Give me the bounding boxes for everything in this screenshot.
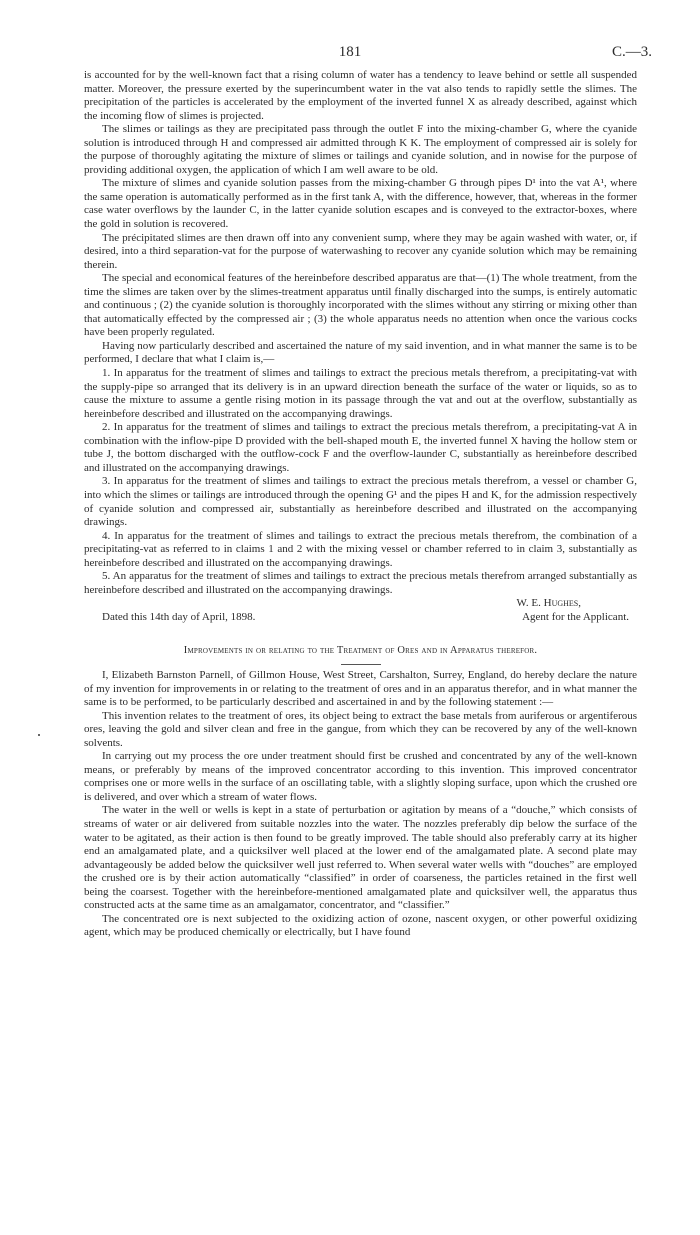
paragraph: The concentrated ore is next subjected to the oxidizing action of ozone, nascent oxygen, or other powerful oxidizing agent, which may be produced chemically or electrically, but I have found bbox=[84, 912, 637, 939]
paragraph: The special and economical features of the hereinbefore described apparatus are that—(1) The whole treatment, from the time the slimes are taken over by the slimes-treatment apparatus until finally discharged into the sumps, is entirely automatic and continuous ; (2) the cyanide solution is thoroughly incorporated with the slimes without any stirring or mixing other than that automatically effected by the compressed air ; (3) the whole apparatus needs no attention when once the various cocks have been properly regulated. bbox=[84, 272, 637, 339]
paragraph: The water in the well or wells is kept in a state of perturbation or agitation by means of a “douche,” which consists of streams of water or air delivered from suitable nozzles into the water. The nozzles preferably dip below the surface of the water to be agitated, as their action is then found to be greatly improved. The table should also preferably carry at its higher end an amalgamated plate, and a quicksilver well placed at the lower end of the amalgamated plate. A second plate may advantageously be added below the quicksilver well just referred to. When several water wells with “douches” are employed the crushed ore is by their action automatically “classified” in order of coarseness, the particles retained in the first well being the coarsest. Together with the hereinbefore-mentioned amalgamated plate and quicksilver well, the apparatus thus constructed acts at the same time as an amalgamator, concentrator, and “classifier.” bbox=[84, 804, 637, 912]
paragraph: The mixture of slimes and cyanide solution passes from the mixing-chamber G through pipes D¹ into the vat A¹, where the same operation is automatically performed as in the first tank A, with the difference, however, that, whereas in the former case water overflows by the launder C, in the latter cyanide solution escapes and is conveyed to the extractor-boxes, where the gold in solution is recovered. bbox=[84, 177, 637, 231]
signature-line bbox=[84, 597, 637, 611]
date-line bbox=[84, 611, 637, 625]
page-number: 181 bbox=[338, 44, 362, 60]
paragraph: I, Elizabeth Barnston Parnell, of Gillmon House, West Street, Carshalton, Surrey, England, do hereby declare the nature of my invention for improvements in or relating to the treatment of ores and in an apparatus therefor, and in what manner the same is to be performed, to be particularly described and ascertained in and by the following statement :— bbox=[84, 668, 637, 709]
paragraph: In carrying out my process the ore under treatment should first be crushed and concentrated by any of the well-known means, or preferably by means of the improved concentrator according to this invention. This improved concentrator comprises one or more wells in the surface of an oscillating table, with a slightly sloping surface, upon which the crushed ore is delivered, and over which a stream of water flows. bbox=[84, 750, 637, 803]
paragraph: The précipitated slimes are then drawn off into any convenient sump, where they may be again washed with water, or, if desired, into a third separation-vat for the purpose of waterwashing to recover any cyanide solution which may be remaining therein. bbox=[84, 231, 637, 271]
margin-mark bbox=[38, 734, 40, 736]
claim: 3. In apparatus for the treatment of slimes and tailings to extract the precious metals therefrom, a vessel or chamber G, into which the slimes or tailings are introduced through the opening G¹ and the pipes H and K, for the admission respectively of cyanide solution and compressed air, substantially as hereinbefore described and illustrated on the accompanying drawings. bbox=[84, 475, 637, 529]
signature: W. E. Hughes, bbox=[516, 597, 581, 610]
paragraph: is accounted for by the well-known fact that a rising column of water has a tendency to leave behind or settle all suspended matter. Moreover, the pressure exerted by the superincumbent water in the vat also tends to rapidly settle the slimes. The precipitation of the particles is accelerated by the employment of the inverted funnel X as already described, against which the incoming flow of slimes is projected. bbox=[84, 69, 637, 122]
paragraph: This invention relates to the treatment of ores, its object being to extract the base metals from auriferous or argentiferous ores, leaving the gold and silver clean and free in the gangue, from which they can be recovered by any of the well-known solvents. bbox=[84, 709, 637, 749]
claim: 5. An apparatus for the treatment of slimes and tailings to extract the precious metals therefrom arranged substantially as hereinbefore described and illustrated on the accompanying drawings. bbox=[84, 570, 637, 596]
claim: 4. In apparatus for the treatment of slimes and tailings to extract the precious metals therefrom, the combination of a precipitating-vat as referred to in claims 1 and 2 with the mixing vessel or chamber referred to in claim 3, substantially as hereinbefore described and illustrated on the accompanying drawings. bbox=[84, 529, 637, 569]
agent-label: Agent for the Applicant. bbox=[522, 610, 629, 623]
heading-rule bbox=[341, 664, 381, 665]
claim: 2. In apparatus for the treatment of slimes and tailings to extract the precious metals therefrom, a precipitating-vat A in combination with the inflow-pipe D provided with the bell-shaped mouth E, the inverted funnel X having the hollow stem or tube J, the bottom discharged with the outflow-cock F and the overflow-launder C, substantially as hereinbefore described and illustrated on the accompanying drawings. bbox=[84, 421, 637, 474]
paragraph: Having now particularly described and ascertained the nature of my said invention, and in what manner the same is to be performed, I declare that what I claim is,— bbox=[84, 339, 637, 366]
paragraph: The slimes or tailings as they are precipitated pass through the outlet F into the mixing-chamber G, where the cyanide solution is introduced through H and compressed air admitted through K K. The employment of compressed air is solely for the purpose of thoroughly agitating the mixture of slimes or tailings and cyanide solution, and in nowise for the purpose of providing additional oxygen, the application of which I am well aware to be old. bbox=[84, 123, 637, 176]
claim: 1. In apparatus for the treatment of slimes and tailings to extract the precious metals therefrom, a precipitating-vat with the supply-pipe so arranged that its delivery is in an upward direction beneath the surface of the water or liquids, so as to cause the mixture to assume a gentle rising motion in its passage through the vat and out at the overflow, substantially as hereinbefore described and illustrated on the accompanying drawings. bbox=[84, 367, 637, 420]
section-heading: Improvements in or relating to the Treatment of Ores and in Apparatus therefor. bbox=[183, 645, 538, 657]
dated: Dated this 14th day of April, 1898. bbox=[102, 610, 256, 623]
document-code: C.—3. bbox=[611, 44, 652, 60]
document-body bbox=[84, 69, 637, 940]
